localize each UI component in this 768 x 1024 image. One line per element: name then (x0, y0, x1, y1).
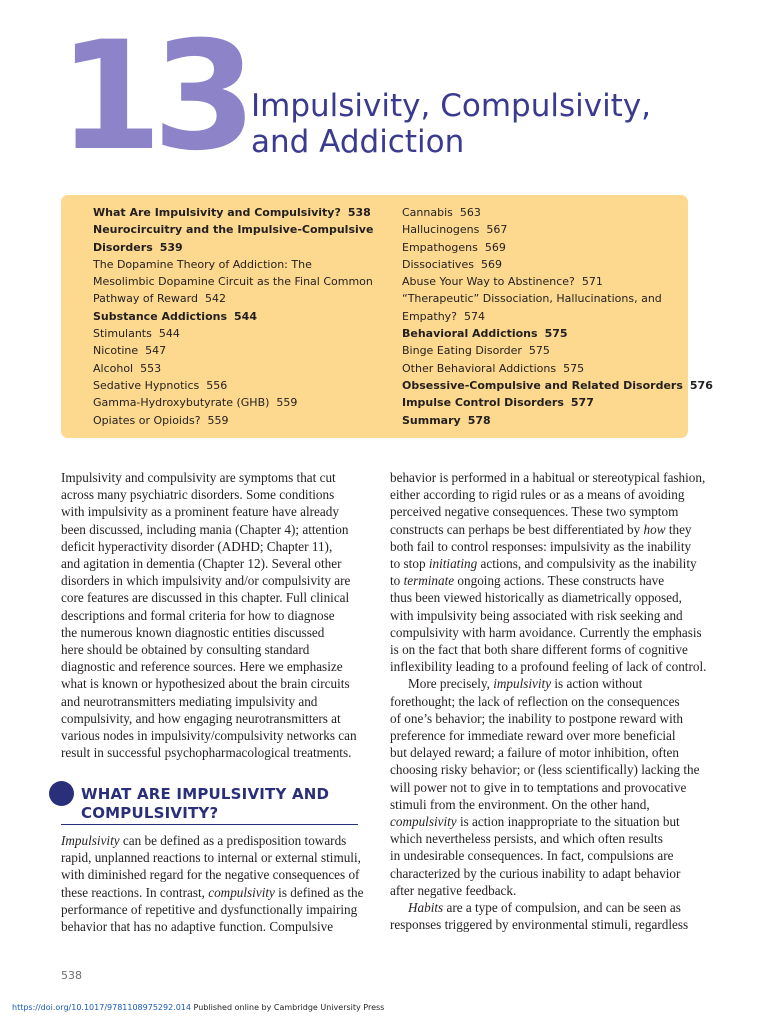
text-line: rapid, unplanned reactions to internal or external stimuli, (61, 850, 361, 866)
text-line: thus been viewed historically as diametrically opposed, (390, 590, 682, 606)
toc-entry-title: Mesolimbic Dopamine Circuit as the Final Common (93, 275, 373, 289)
toc-entry[interactable] (402, 360, 688, 377)
text-line: result in successful psychopharmacological treatments. (61, 745, 352, 761)
toc-entry[interactable] (93, 360, 383, 377)
text-line: behavior that has no adaptive function. Compulsive (61, 919, 334, 935)
text-line: in undesirable consequences. In fact, compulsions are (390, 848, 674, 864)
section-rule (61, 824, 358, 825)
toc-entry-title: Binge Eating Disorder (402, 344, 522, 358)
toc-entry[interactable] (93, 221, 383, 238)
doi-link[interactable]: https://doi.org/10.1017/9781108975292.014 (12, 1003, 191, 1012)
text-line: various nodes in impulsivity/compulsivity networks can (61, 728, 357, 744)
toc-entry-title: Empathy? (402, 309, 458, 323)
text-line: performance of repetitive and dysfunctionally impairing (61, 901, 358, 917)
text-line: and agitation in dementia (Chapter 12). Several other (61, 556, 342, 572)
text-line: forethought; the lack of reflection on the consequences (390, 693, 680, 709)
text-line: with impulsivity as a prominent feature have already (61, 504, 339, 520)
text-line: with impulsivity being associated with risk seeking and (390, 607, 683, 623)
text-line: disorders in which impulsivity and/or compulsivity are (61, 573, 351, 589)
text-line: both fail to control responses: impulsivity as the inability (390, 538, 692, 554)
toc-entry[interactable] (402, 394, 688, 411)
chapter-title (251, 88, 651, 160)
text-line: here should be obtained by consulting standard (61, 642, 310, 658)
toc-entry-page: 563 (459, 206, 481, 219)
toc-entry[interactable] (93, 325, 383, 342)
toc-entry-page: 571 (581, 275, 603, 289)
toc-entry-title: Stimulants (93, 327, 152, 341)
body-right-column (390, 469, 707, 933)
toc-entry-title: The Dopamine Theory of Addiction: The (93, 257, 312, 271)
section-heading (81, 785, 329, 823)
text-line: with diminished regard for the negative consequences of (61, 867, 360, 883)
toc-entry-title: Alcohol (93, 361, 134, 375)
text-line: deficit hyperactivity disorder (ADHD; Chapter 11), (61, 538, 333, 554)
toc-entry-title: Neurocircuitry and the Impulsive-Compulsive (93, 223, 374, 237)
text-line: diagnostic and reference sources. Here we emphasize (61, 659, 343, 675)
table-of-contents (61, 195, 713, 438)
toc-entry-page: 576 (689, 378, 713, 392)
toc-entry[interactable] (93, 342, 383, 359)
toc-entry[interactable] (93, 377, 383, 394)
toc-entry[interactable] (402, 256, 688, 273)
toc-entry[interactable] (93, 412, 383, 429)
text-line: is on the fact that both share different forms of cognitive (390, 642, 688, 658)
toc-entry-title: Other Behavioral Addictions (402, 361, 557, 375)
text-line: Impulsivity and compulsivity are symptoms that cut (61, 470, 336, 485)
page-number: 538 (61, 969, 82, 982)
section-heading-line: WHAT ARE IMPULSIVITY AND (81, 785, 330, 803)
toc-entry-title: Sedative Hypnotics (93, 378, 200, 392)
chapter-title-line: and Addiction (251, 124, 465, 160)
toc-entry[interactable] (402, 273, 688, 290)
text-line: compulsivity, and how engaging neurotransmitters at (61, 710, 341, 726)
text-line: after negative feedback. (390, 882, 517, 898)
toc-entry-page: 556 (206, 378, 228, 392)
chapter-title-line: Impulsivity, Compulsivity, (251, 88, 652, 124)
text-line: across many psychiatric disorders. Some conditions (61, 487, 335, 503)
toc-entry-page: 578 (467, 413, 491, 427)
toc-left-column (93, 204, 383, 429)
toc-entry-page: 559 (207, 413, 229, 427)
toc-entry-title: Empathogens (402, 240, 478, 254)
section-bullet-icon (49, 781, 74, 806)
toc-entry-title: Summary (402, 413, 461, 427)
toc-entry-page: 567 (486, 223, 508, 237)
toc-entry-page: 575 (528, 344, 550, 358)
text-line: inflexibility leading to a profound feeling of lack of control. (390, 659, 707, 675)
toc-entry-title: Obsessive-Compulsive and Related Disorders (402, 378, 683, 392)
toc-entry-page: 547 (145, 344, 167, 358)
toc-entry-page: 569 (480, 257, 502, 271)
toc-entry-title: Abuse Your Way to Abstinence? (402, 275, 575, 289)
toc-entry-title: Disorders (93, 240, 153, 254)
toc-entry-title: Behavioral Addictions (402, 327, 538, 341)
toc-entry[interactable] (402, 325, 688, 342)
text-line: to stop initiating actions, and compulsivity as the inability (390, 556, 697, 572)
toc-entry-page: 553 (140, 361, 162, 375)
toc-entry-page: 575 (563, 361, 585, 375)
text-line: core features are discussed in this chapter. Full clinical (61, 590, 350, 606)
toc-entry-title: Impulse Control Disorders (402, 396, 564, 410)
toc-entry[interactable] (402, 221, 688, 238)
text-line: to terminate ongoing actions. These constructs have (390, 573, 665, 589)
toc-entry-page: 569 (484, 240, 506, 254)
toc-entry[interactable] (93, 204, 383, 221)
text-line: Habits are a type of compulsion, and can be seen as (408, 900, 681, 916)
toc-entry-page: 538 (347, 206, 371, 219)
text-line: perceived negative consequences. These two symptom (390, 504, 679, 520)
toc-right-column (402, 204, 713, 429)
toc-entry-page: 577 (570, 396, 594, 410)
toc-entry-title: Opiates or Opioids? (93, 413, 201, 427)
text-line: but delayed reward; a failure of motor inhibition, often (390, 745, 679, 761)
toc-entry[interactable] (93, 256, 383, 273)
footer (12, 1003, 384, 1012)
toc-entry-page: 559 (276, 396, 298, 410)
text-line: and neurotransmitters mediating impulsivity and (61, 693, 318, 709)
text-line: either according to rigid rules or as a means of avoiding (390, 487, 685, 503)
text-line: stimuli from the environment. On the other hand, (390, 796, 650, 812)
text-line: which nevertheless persists, and which often results (390, 831, 663, 847)
toc-entry-title: Cannabis (402, 206, 453, 219)
text-line: responses triggered by environmental stimuli, regardless (390, 917, 689, 933)
toc-entry-page: 575 (544, 327, 568, 341)
toc-entry-title: “Therapeutic” Dissociation, Hallucinations, and (402, 292, 662, 306)
toc-entry[interactable] (93, 308, 383, 325)
toc-entry[interactable] (402, 308, 688, 325)
text-line: characterized by the curious inability to adapt behavior (390, 865, 681, 881)
text-line: Impulsivity can be defined as a predisposition towards (61, 833, 347, 848)
toc-entry[interactable] (93, 394, 383, 411)
chapter-number: 13 (58, 10, 247, 184)
toc-entry-page: 544 (234, 309, 257, 323)
text-line: descriptions and formal criteria for how to diagnose (61, 607, 335, 623)
text-line: the numerous known diagnostic entities discussed (61, 624, 325, 640)
toc-entry-title: Hallucinogens (402, 223, 480, 237)
toc-entry-page: 539 (159, 240, 183, 254)
text-line: preference for immediate reward over more beneficial (390, 728, 676, 744)
text-line: what is known or hypothesized about the brain circuits (61, 676, 350, 692)
toc-entry-page: 542 (204, 292, 226, 306)
section-heading-line: COMPULSIVITY? (81, 804, 219, 822)
toc-entry[interactable] (93, 239, 383, 256)
text-line: More precisely, impulsivity is action without (408, 676, 643, 692)
text-line: of one’s behavior; the inability to postpone reward with (390, 710, 683, 726)
text-line: compulsivity with harm avoidance. Currently the emphasis (390, 624, 702, 640)
text-line: choosing risky behavior; or (less scientifically) lacking the (390, 762, 700, 778)
text-line: constructs can perhaps be best differentiated by how they (390, 521, 692, 537)
toc-entry-title: Pathway of Reward (93, 292, 198, 306)
body-left-intro (61, 469, 361, 761)
toc-entry-page: 574 (464, 309, 486, 323)
toc-entry-title: Dissociatives (402, 257, 474, 271)
body-left-section (61, 832, 364, 935)
toc-entry[interactable] (402, 290, 688, 307)
toc-entry[interactable] (402, 377, 713, 394)
footer-text: Published online by Cambridge University Press (191, 1003, 385, 1012)
toc-entry[interactable] (93, 273, 383, 290)
toc-entry-title: Substance Addictions (93, 309, 228, 323)
toc-entry-title: Nicotine (93, 344, 139, 358)
toc-entry[interactable] (402, 342, 688, 359)
toc-entry[interactable] (402, 204, 688, 221)
text-line: these reactions. In contrast, compulsivity is defined as the (61, 884, 364, 900)
toc-entry[interactable] (93, 290, 383, 307)
toc-entry-title: Gamma-Hydroxybutyrate (GHB) (93, 396, 270, 410)
text-line: been discussed, including mania (Chapter 4); attention (61, 521, 349, 537)
toc-entry[interactable] (402, 239, 688, 256)
toc-entry-title: What Are Impulsivity and Compulsivity? (93, 206, 341, 219)
text-line: behavior is performed in a habitual or stereotypical fashion, (390, 470, 706, 485)
toc-entry-page: 544 (158, 327, 180, 341)
text-line: will power not to give in to temptations and provocative (390, 779, 687, 795)
toc-entry[interactable] (402, 412, 688, 429)
text-line: compulsivity is action inappropriate to the situation but (390, 814, 680, 830)
